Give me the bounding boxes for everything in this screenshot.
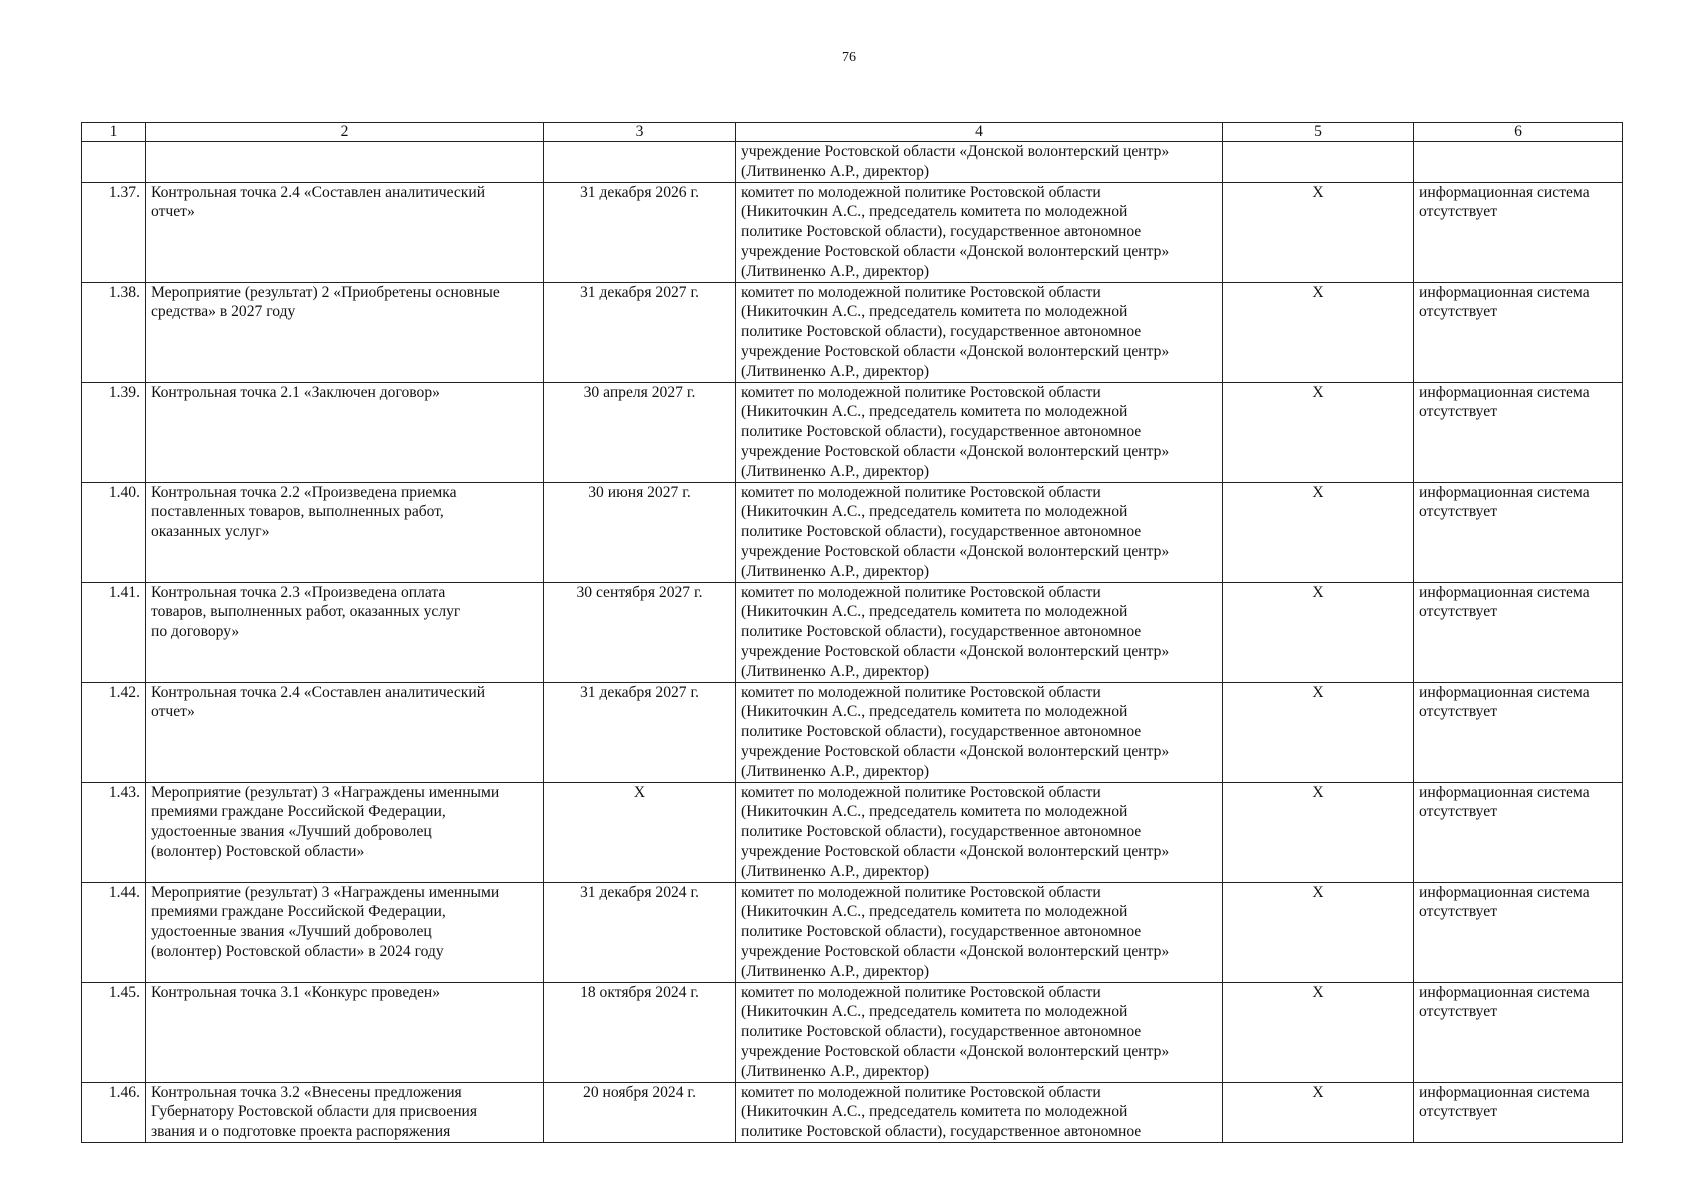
col5-mark: X — [1223, 782, 1414, 882]
col5-mark: X — [1223, 1082, 1414, 1142]
responsible-party: комитет по молодежной политике Ростовской области (Никиточкин А.С., председатель комитета по молодежной политике Ростовской области), государственное автономное учреждение Ростовской области «Донской волонтерский центр» (Литвиненко А.Р., директор) — [736, 382, 1223, 482]
row-number: 1.43. — [82, 782, 146, 882]
row-number: 1.41. — [82, 582, 146, 682]
page-number: 76 — [842, 50, 856, 65]
event-name: Контрольная точка 3.2 «Внесены предложения Губернатору Ростовской области для присвоения звания и о подготовке проекта распоряжения — [146, 1082, 544, 1142]
continuation-row — [82, 142, 1623, 183]
plan-table — [81, 122, 1623, 1143]
event-name: Контрольная точка 2.4 «Составлен аналитический отчет» — [146, 182, 544, 282]
table-row — [82, 582, 1623, 682]
info-system: информационная система отсутствует — [1414, 1082, 1623, 1142]
col5-mark: X — [1223, 482, 1414, 582]
event-name: Мероприятие (результат) 2 «Приобретены основные средства» в 2027 году — [146, 282, 544, 382]
info-system: информационная система отсутствует — [1414, 482, 1623, 582]
responsible-party: учреждение Ростовской области «Донской волонтерский центр» (Литвиненко А.Р., директор) — [736, 142, 1223, 183]
event-name: Контрольная точка 2.3 «Произведена оплата товаров, выполненных работ, оказанных услуг по договору» — [146, 582, 544, 682]
table-row — [82, 382, 1623, 482]
event-name: Контрольная точка 2.2 «Произведена приемка поставленных товаров, выполненных работ, оказанных услуг» — [146, 482, 544, 582]
col5-mark: X — [1223, 582, 1414, 682]
responsible-party: комитет по молодежной политике Ростовской области (Никиточкин А.С., председатель комитета по молодежной политике Ростовской области), государственное автономное учреждение Ростовской области «Донской волонтерский центр» (Литвиненко А.Р., директор) — [736, 682, 1223, 782]
header-col-3: 3 — [544, 123, 736, 142]
deadline-date: 20 ноября 2024 г. — [544, 1082, 736, 1142]
table-row — [82, 882, 1623, 982]
responsible-party: комитет по молодежной политике Ростовской области (Никиточкин А.С., председатель комитета по молодежной политике Ростовской области), государственное автономное учреждение Ростовской области «Донской волонтерский центр» (Литвиненко А.Р., директор) — [736, 782, 1223, 882]
header-col-2: 2 — [146, 123, 544, 142]
deadline-date: 18 октября 2024 г. — [544, 982, 736, 1082]
header-col-4: 4 — [736, 123, 1223, 142]
responsible-party: комитет по молодежной политике Ростовской области (Никиточкин А.С., председатель комитета по молодежной политике Ростовской области), государственное автономное учреждение Ростовской области «Донской волонтерский центр» (Литвиненко А.Р., директор) — [736, 882, 1223, 982]
deadline-date: 30 июня 2027 г. — [544, 482, 736, 582]
event-name: Контрольная точка 2.1 «Заключен договор» — [146, 382, 544, 482]
info-system: информационная система отсутствует — [1414, 882, 1623, 982]
deadline-date: 30 сентября 2027 г. — [544, 582, 736, 682]
col5-mark: X — [1223, 382, 1414, 482]
info-system: информационная система отсутствует — [1414, 782, 1623, 882]
row-number: 1.40. — [82, 482, 146, 582]
responsible-party: комитет по молодежной политике Ростовской области (Никиточкин А.С., председатель комитета по молодежной политике Ростовской области), государственное автономное — [736, 1082, 1223, 1142]
col5-mark: X — [1223, 182, 1414, 282]
header-col-1: 1 — [82, 123, 146, 142]
col5-mark: X — [1223, 982, 1414, 1082]
col5-mark: X — [1223, 682, 1414, 782]
col5-mark — [1223, 142, 1414, 183]
info-system: информационная система отсутствует — [1414, 182, 1623, 282]
event-name — [146, 142, 544, 183]
event-name: Контрольная точка 3.1 «Конкурс проведен» — [146, 982, 544, 1082]
info-system — [1414, 142, 1623, 183]
table-row — [82, 982, 1623, 1082]
responsible-party: комитет по молодежной политике Ростовской области (Никиточкин А.С., председатель комитета по молодежной политике Ростовской области), государственное автономное учреждение Ростовской области «Донской волонтерский центр» (Литвиненко А.Р., директор) — [736, 482, 1223, 582]
deadline-date: 30 апреля 2027 г. — [544, 382, 736, 482]
header-row — [82, 123, 1623, 142]
row-number — [82, 142, 146, 183]
info-system: информационная система отсутствует — [1414, 982, 1623, 1082]
table-row — [82, 282, 1623, 382]
table-row-partial — [82, 1082, 1623, 1142]
event-name: Мероприятие (результат) 3 «Награждены именными премиями граждане Российской Федерации, удостоенные звания «Лучший доброволец (волонтер) Ростовской области» в 2024 году — [146, 882, 544, 982]
info-system: информационная система отсутствует — [1414, 682, 1623, 782]
responsible-party: комитет по молодежной политике Ростовской области (Никиточкин А.С., председатель комитета по молодежной политике Ростовской области), государственное автономное учреждение Ростовской области «Донской волонтерский центр» (Литвиненко А.Р., директор) — [736, 982, 1223, 1082]
row-number: 1.42. — [82, 682, 146, 782]
table-row — [82, 682, 1623, 782]
header-col-6: 6 — [1414, 123, 1623, 142]
responsible-party: комитет по молодежной политике Ростовской области (Никиточкин А.С., председатель комитета по молодежной политике Ростовской области), государственное автономное учреждение Ростовской области «Донской волонтерский центр» (Литвиненко А.Р., директор) — [736, 182, 1223, 282]
row-number: 1.44. — [82, 882, 146, 982]
deadline-date: X — [544, 782, 736, 882]
row-number: 1.37. — [82, 182, 146, 282]
responsible-party: комитет по молодежной политике Ростовской области (Никиточкин А.С., председатель комитета по молодежной политике Ростовской области), государственное автономное учреждение Ростовской области «Донской волонтерский центр» (Литвиненко А.Р., директор) — [736, 582, 1223, 682]
info-system: информационная система отсутствует — [1414, 382, 1623, 482]
col5-mark: X — [1223, 882, 1414, 982]
info-system: информационная система отсутствует — [1414, 582, 1623, 682]
header-col-5: 5 — [1223, 123, 1414, 142]
table-row — [82, 782, 1623, 882]
table-row — [82, 482, 1623, 582]
deadline-date — [544, 142, 736, 183]
deadline-date: 31 декабря 2027 г. — [544, 282, 736, 382]
row-number: 1.39. — [82, 382, 146, 482]
deadline-date: 31 декабря 2026 г. — [544, 182, 736, 282]
info-system: информационная система отсутствует — [1414, 282, 1623, 382]
table-row — [82, 182, 1623, 282]
deadline-date: 31 декабря 2027 г. — [544, 682, 736, 782]
row-number: 1.45. — [82, 982, 146, 1082]
event-name: Мероприятие (результат) 3 «Награждены именными премиями граждане Российской Федерации, удостоенные звания «Лучший доброволец (волонтер) Ростовской области» — [146, 782, 544, 882]
event-name: Контрольная точка 2.4 «Составлен аналитический отчет» — [146, 682, 544, 782]
deadline-date: 31 декабря 2024 г. — [544, 882, 736, 982]
row-number: 1.46. — [82, 1082, 146, 1142]
row-number: 1.38. — [82, 282, 146, 382]
col5-mark: X — [1223, 282, 1414, 382]
responsible-party: комитет по молодежной политике Ростовской области (Никиточкин А.С., председатель комитета по молодежной политике Ростовской области), государственное автономное учреждение Ростовской области «Донской волонтерский центр» (Литвиненко А.Р., директор) — [736, 282, 1223, 382]
